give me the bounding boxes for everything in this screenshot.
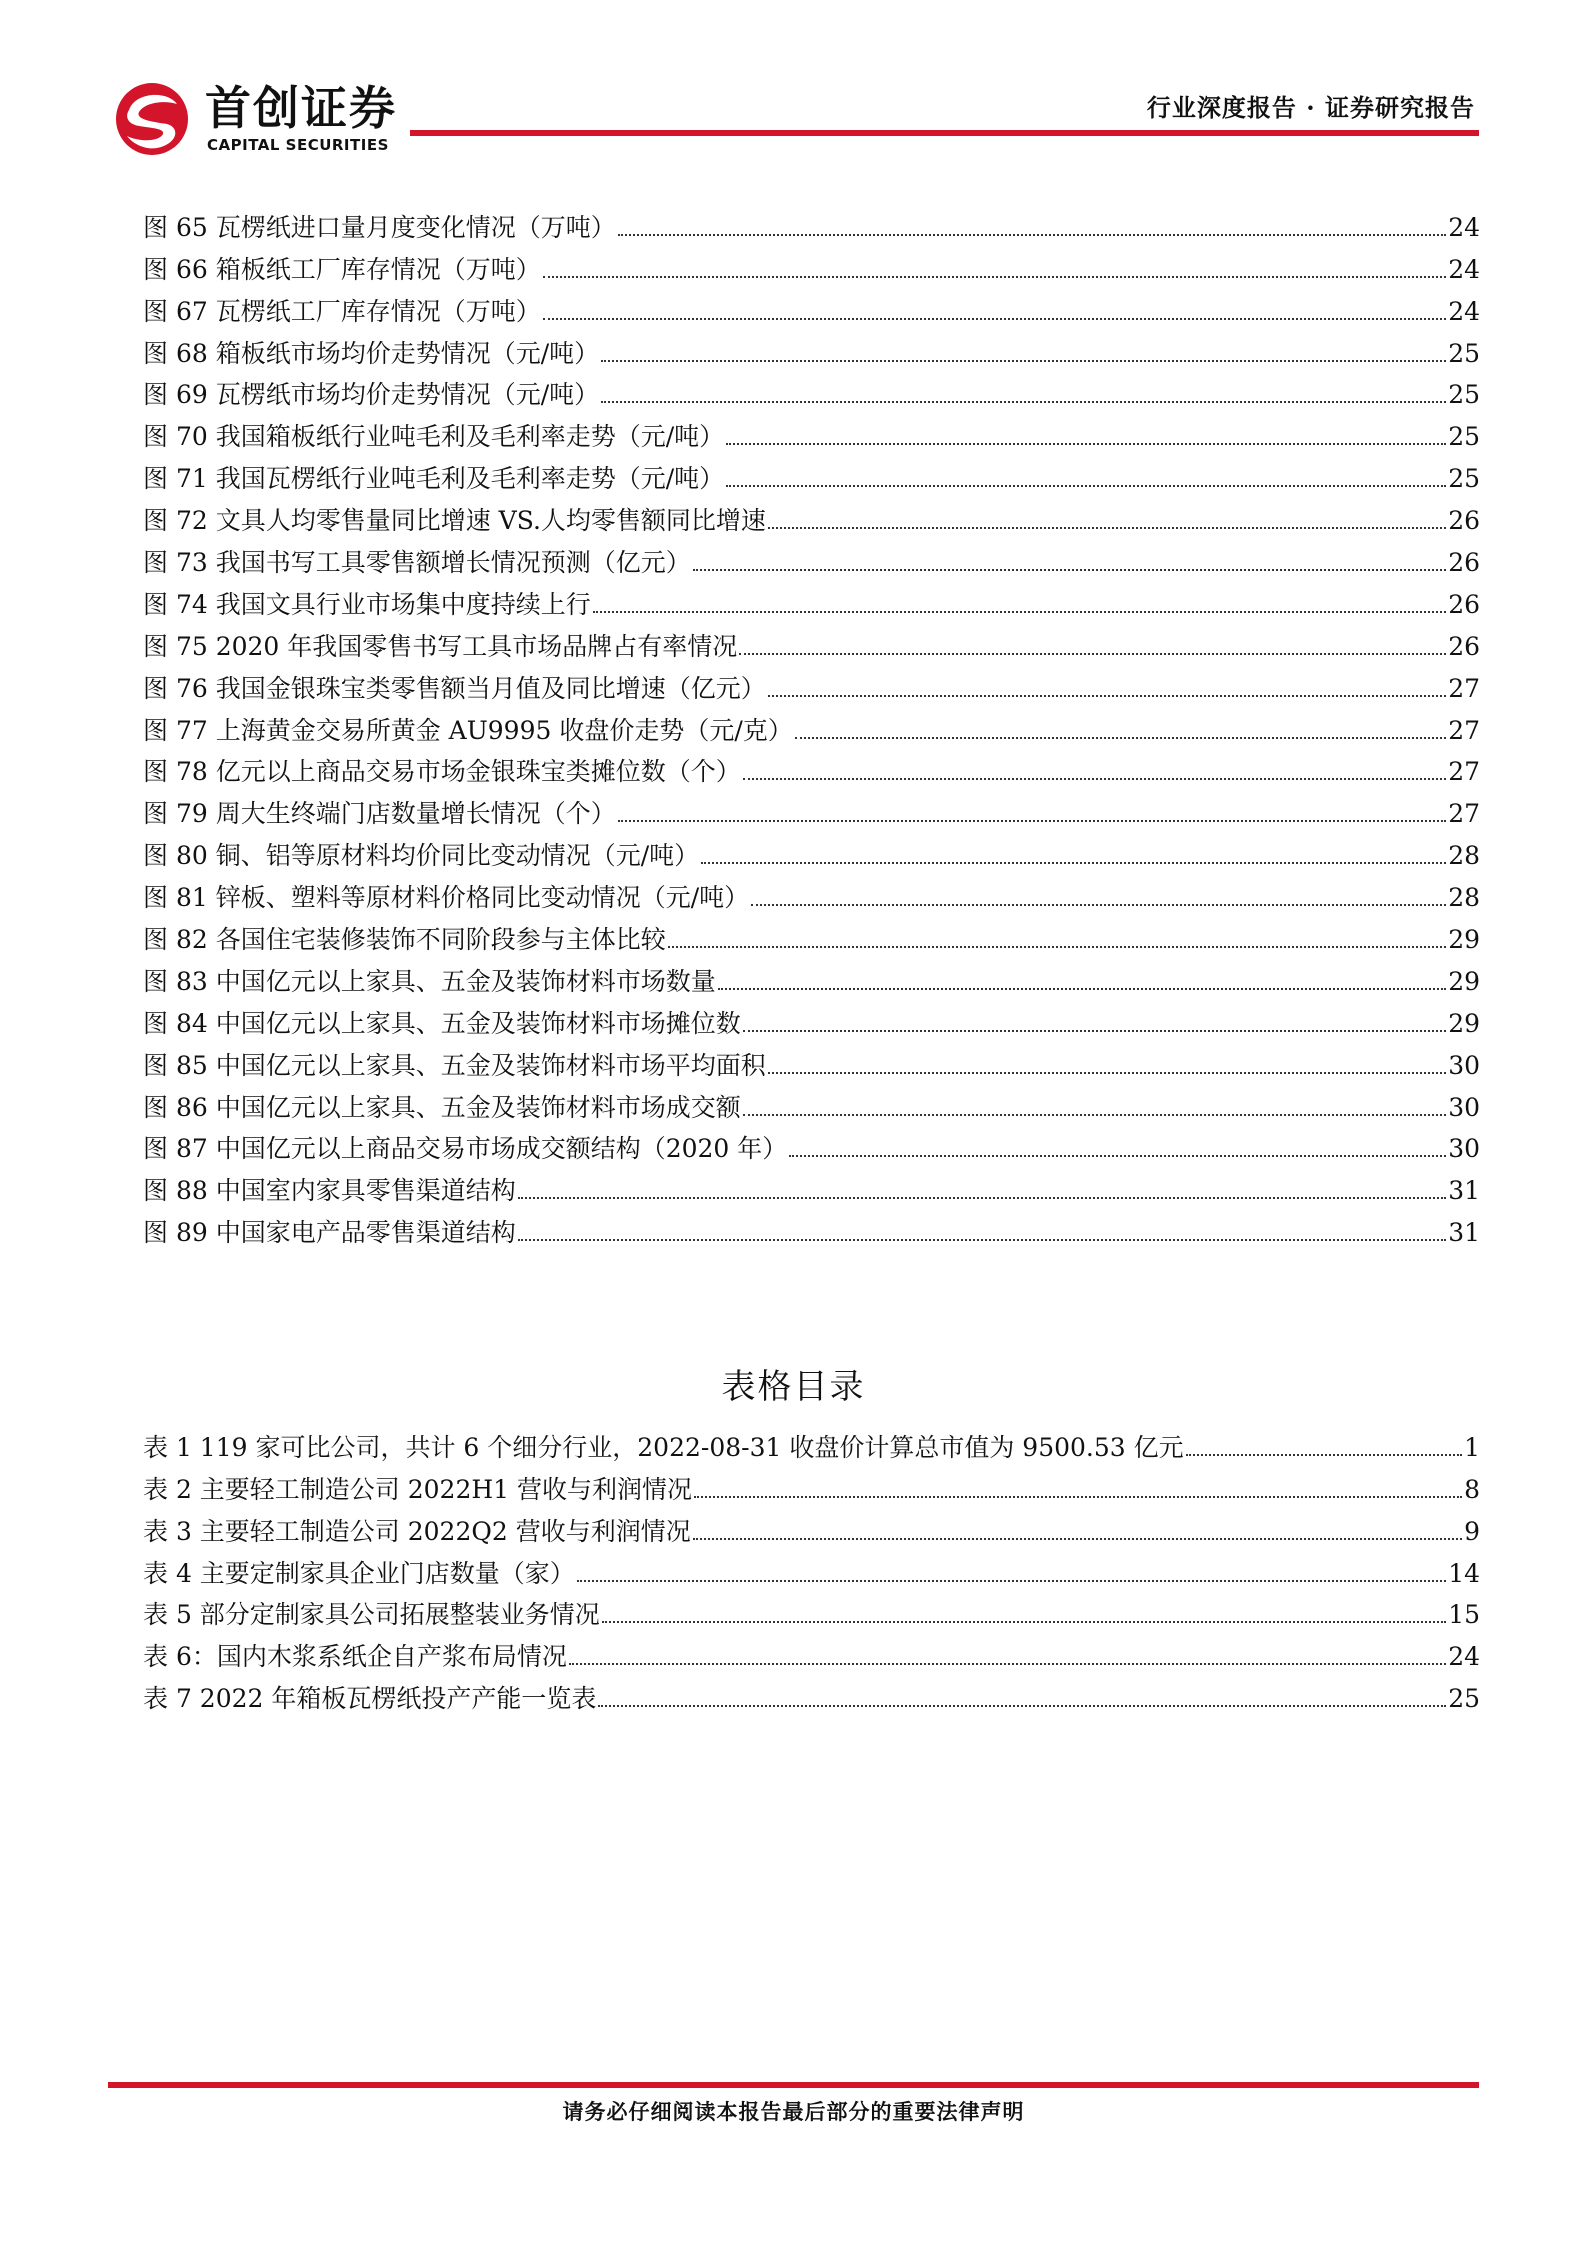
dot-leader [593, 611, 1446, 613]
toc-page-number[interactable]: 28 [1448, 883, 1480, 913]
dot-leader [743, 1030, 1446, 1032]
dot-leader [751, 904, 1446, 906]
toc-page-number[interactable]: 26 [1448, 631, 1480, 661]
toc-page-number[interactable]: 24 [1448, 296, 1480, 326]
figure-toc-entry[interactable] [143, 871, 1480, 913]
dot-leader [543, 276, 1446, 278]
figure-toc-entry[interactable] [143, 452, 1480, 494]
toc-page-number[interactable]: 29 [1448, 1008, 1480, 1038]
table-toc-entry[interactable] [143, 1463, 1480, 1505]
figure-toc-entry[interactable] [143, 201, 1480, 243]
toc-entry-label[interactable]: 表 1 119 家可比公司，共计 6 个细分行业，2022-08-31 收盘价计算总市值为 9500.53 亿元 [143, 1432, 1184, 1462]
toc-page-number[interactable]: 15 [1448, 1600, 1480, 1630]
dot-leader [743, 1114, 1446, 1116]
figure-toc-entry[interactable] [143, 369, 1480, 411]
table-toc-entry[interactable] [143, 1505, 1480, 1547]
figure-toc-entry[interactable] [143, 1081, 1480, 1123]
brand-name-cn: 首创证券 [205, 81, 397, 135]
toc-entry-label[interactable]: 图 83 中国亿元以上家具、五金及装饰材料市场数量 [143, 966, 716, 996]
dot-leader [743, 778, 1446, 780]
toc-entry-label[interactable]: 表 3 主要轻工制造公司 2022Q2 营收与利润情况 [143, 1516, 691, 1546]
toc-entry-label[interactable]: 图 78 亿元以上商品交易市场金银珠宝类摊位数（个） [143, 757, 741, 787]
dot-leader [718, 988, 1446, 990]
figure-toc-entry[interactable] [143, 410, 1480, 452]
dot-leader [1186, 1454, 1462, 1456]
figure-toc-entry[interactable] [143, 536, 1480, 578]
toc-page-number[interactable]: 31 [1448, 1176, 1480, 1206]
report-type-label: 行业深度报告 · 证券研究报告 [1146, 93, 1475, 122]
dot-leader [618, 234, 1446, 236]
table-toc-entry[interactable] [143, 1630, 1480, 1672]
toc-entry-label[interactable]: 图 70 我国箱板纸行业吨毛利及毛利率走势（元/吨） [143, 422, 725, 452]
toc-page-number[interactable]: 24 [1448, 212, 1480, 242]
toc-page-number[interactable]: 30 [1448, 1134, 1480, 1164]
dot-leader [726, 443, 1446, 445]
toc-page-number[interactable]: 14 [1448, 1558, 1480, 1588]
dot-leader [795, 737, 1446, 739]
dot-leader [701, 862, 1446, 864]
toc-page-number[interactable]: 29 [1448, 966, 1480, 996]
legal-disclaimer: 请务必仔细阅读本报告最后部分的重要法律声明 [562, 2099, 1025, 2124]
toc-entry-label[interactable]: 图 65 瓦楞纸进口量月度变化情况（万吨） [143, 212, 616, 242]
toc-page-number[interactable]: 27 [1448, 757, 1480, 787]
dot-leader [618, 820, 1446, 822]
toc-page-number[interactable]: 27 [1448, 715, 1480, 745]
dot-leader [668, 946, 1446, 948]
toc-entry-label[interactable]: 图 66 箱板纸工厂库存情况（万吨） [143, 254, 541, 284]
toc-entry-label[interactable]: 图 79 周大生终端门店数量增长情况（个） [143, 799, 616, 829]
figure-toc-entry[interactable] [143, 327, 1480, 369]
toc-entry-label[interactable]: 图 72 文具人均零售量同比增速 VS.人均零售额同比增速 [143, 506, 766, 536]
toc-entry-label[interactable]: 表 6：国内木浆系纸企自产浆布局情况 [143, 1642, 567, 1672]
toc-page-number[interactable]: 25 [1448, 380, 1480, 410]
toc-entry-label[interactable]: 图 73 我国书写工具零售额增长情况预测（亿元） [143, 548, 691, 578]
figure-toc-entry[interactable] [143, 1206, 1480, 1248]
capital-securities-logo-icon [115, 82, 189, 156]
table-toc-title: 表格目录 [721, 1367, 866, 1407]
toc-entry-label[interactable]: 图 86 中国亿元以上家具、五金及装饰材料市场成交额 [143, 1092, 741, 1122]
dot-leader [694, 1496, 1462, 1498]
toc-page-number[interactable]: 28 [1448, 841, 1480, 871]
dot-leader [693, 569, 1446, 571]
dot-leader [768, 695, 1446, 697]
figure-toc-entry[interactable] [143, 1123, 1480, 1165]
figure-toc-entry[interactable] [143, 746, 1480, 788]
toc-page-number[interactable]: 26 [1448, 589, 1480, 619]
table-toc-list [143, 1421, 1480, 1714]
dot-leader [768, 527, 1446, 529]
toc-entry-label[interactable]: 表 4 主要定制家具企业门店数量（家） [143, 1558, 575, 1588]
toc-page-number[interactable]: 25 [1448, 1684, 1480, 1714]
toc-entry-label[interactable]: 图 85 中国亿元以上家具、五金及装饰材料市场平均面积 [143, 1050, 766, 1080]
toc-entry-label[interactable]: 图 88 中国室内家具零售渠道结构 [143, 1176, 516, 1206]
figure-toc-entry[interactable] [143, 243, 1480, 285]
page-header [0, 0, 1587, 160]
dot-leader [602, 1621, 1446, 1623]
toc-entry-label[interactable]: 图 80 铜、铝等原材料均价同比变动情况（元/吨） [143, 841, 700, 871]
toc-entry-label[interactable]: 图 82 各国住宅装修装饰不同阶段参与主体比较 [143, 925, 666, 955]
toc-page-number[interactable]: 25 [1448, 464, 1480, 494]
figure-toc-entry[interactable] [143, 1039, 1480, 1081]
toc-page-number[interactable]: 31 [1448, 1218, 1480, 1248]
toc-page-number[interactable]: 29 [1448, 925, 1480, 955]
figure-toc-entry[interactable] [143, 620, 1480, 662]
toc-entry-label[interactable]: 图 89 中国家电产品零售渠道结构 [143, 1218, 516, 1248]
dot-leader [726, 485, 1446, 487]
toc-entry-label[interactable]: 表 7 2022 年箱板瓦楞纸投产产能一览表 [143, 1684, 597, 1714]
table-toc-entry[interactable] [143, 1589, 1480, 1631]
dot-leader [577, 1580, 1446, 1582]
toc-entry-label[interactable]: 图 84 中国亿元以上家具、五金及装饰材料市场摊位数 [143, 1008, 741, 1038]
toc-entry-label[interactable]: 图 74 我国文具行业市场集中度持续上行 [143, 589, 591, 619]
toc-page-number[interactable]: 8 [1464, 1474, 1480, 1504]
dot-leader [518, 1239, 1446, 1241]
toc-page-number[interactable]: 30 [1448, 1092, 1480, 1122]
toc-page-number[interactable]: 9 [1464, 1516, 1480, 1546]
figure-toc-entry[interactable] [143, 787, 1480, 829]
toc-entry-label[interactable]: 图 71 我国瓦楞纸行业吨毛利及毛利率走势（元/吨） [143, 464, 725, 494]
dot-leader [693, 1538, 1462, 1540]
brand-name-en: CAPITAL SECURITIES [207, 136, 389, 154]
figure-toc-entry[interactable] [143, 578, 1480, 620]
toc-entry-label[interactable]: 图 77 上海黄金交易所黄金 AU9995 收盘价走势（元/克） [143, 715, 793, 745]
toc-entry-label[interactable]: 图 69 瓦楞纸市场均价走势情况（元/吨） [143, 380, 600, 410]
table-toc-entry[interactable] [143, 1672, 1480, 1714]
toc-page-number[interactable]: 26 [1448, 506, 1480, 536]
dot-leader [601, 401, 1446, 403]
toc-entry-label[interactable]: 图 87 中国亿元以上商品交易市场成交额结构（2020 年） [143, 1134, 788, 1164]
figure-toc-entry[interactable] [143, 1164, 1480, 1206]
toc-page-number[interactable]: 30 [1448, 1050, 1480, 1080]
dot-leader [598, 1705, 1446, 1707]
toc-entry-label[interactable]: 图 76 我国金银珠宝类零售额当月值及同比增速（亿元） [143, 673, 766, 703]
toc-page-number[interactable]: 1 [1464, 1432, 1480, 1462]
toc-page-number[interactable]: 25 [1448, 422, 1480, 452]
dot-leader [518, 1197, 1446, 1199]
toc-entry-label[interactable]: 图 67 瓦楞纸工厂库存情况（万吨） [143, 296, 541, 326]
figure-toc-entry[interactable] [143, 662, 1480, 704]
header-divider [410, 130, 1479, 136]
figure-toc-list [143, 201, 1480, 1248]
table-toc-entry[interactable] [143, 1547, 1480, 1589]
dot-leader [789, 1155, 1446, 1157]
dot-leader [569, 1663, 1446, 1665]
figure-toc-entry[interactable] [143, 997, 1480, 1039]
figure-toc-entry[interactable] [143, 829, 1480, 871]
toc-page-number[interactable]: 26 [1448, 548, 1480, 578]
dot-leader [768, 1072, 1446, 1074]
toc-entry-label[interactable]: 图 75 2020 年我国零售书写工具市场品牌占有率情况 [143, 631, 738, 661]
toc-page-number[interactable]: 27 [1448, 673, 1480, 703]
figure-toc-entry[interactable] [143, 704, 1480, 746]
toc-page-number[interactable]: 27 [1448, 799, 1480, 829]
toc-entry-label[interactable]: 图 81 锌板、塑料等原材料价格同比变动情况（元/吨） [143, 883, 750, 913]
figure-toc-entry[interactable] [143, 285, 1480, 327]
dot-leader [601, 360, 1446, 362]
figure-toc-entry[interactable] [143, 494, 1480, 536]
toc-page-number[interactable]: 24 [1448, 254, 1480, 284]
dot-leader [739, 653, 1446, 655]
figure-toc-entry[interactable] [143, 955, 1480, 997]
toc-entry-label[interactable]: 表 2 主要轻工制造公司 2022H1 营收与利润情况 [143, 1474, 693, 1504]
dot-leader [543, 318, 1446, 320]
toc-page-number[interactable]: 25 [1448, 338, 1480, 368]
toc-entry-label[interactable]: 图 68 箱板纸市场均价走势情况（元/吨） [143, 338, 600, 368]
footer-divider [108, 2082, 1479, 2088]
toc-entry-label[interactable]: 表 5 部分定制家具公司拓展整装业务情况 [143, 1600, 600, 1630]
figure-toc-entry[interactable] [143, 913, 1480, 955]
toc-page-number[interactable]: 24 [1448, 1642, 1480, 1672]
table-toc-entry[interactable] [143, 1421, 1480, 1463]
